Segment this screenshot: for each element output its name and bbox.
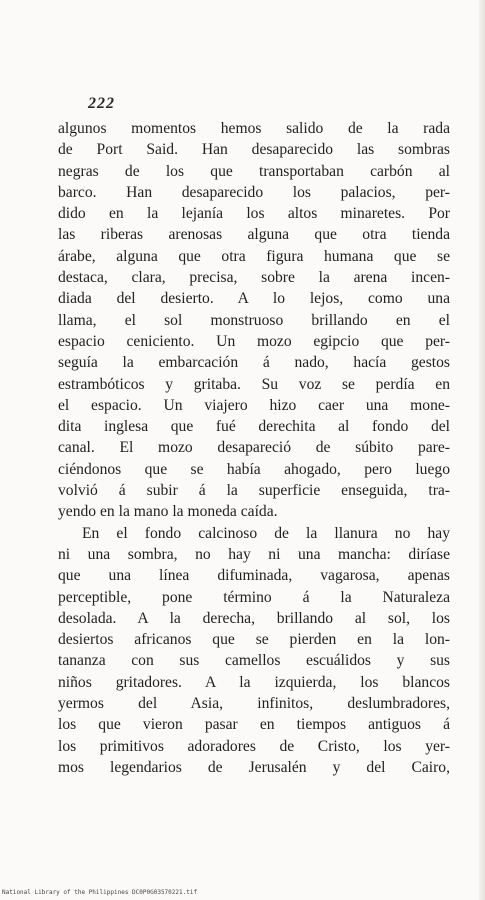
text-line: ni una sombra, no hay ni una mancha: diríase [58, 545, 450, 563]
text-line: yendo en la mano la moneda caída. [58, 503, 278, 521]
text-line: el espacio. Un viajero hizo caer una mone- [58, 396, 450, 414]
text-line: los primitivos adoradores de Cristo, los yer- [58, 737, 450, 755]
text-line: dido en la lejanía los altos minaretes. Por [58, 205, 450, 223]
text-line: que una línea difuminada, vagarosa, apenas [58, 567, 450, 585]
text-line: los que vieron pasar en tiempos antiguos á [58, 716, 450, 734]
text-line: barco. Han desaparecido los palacios, per- [58, 183, 450, 201]
text-line: espacio ceniciento. Un mozo egipcio que per- [58, 332, 450, 350]
text-line: negras de los que transportaban carbón al [58, 162, 450, 180]
text-line: destaca, clara, precisa, sobre la arena incen- [58, 269, 450, 287]
text-line: diada del desierto. A lo lejos, como una [58, 290, 450, 308]
text-line: canal. El mozo desapareció de súbito pare- [58, 439, 450, 457]
text-line: estrambóticos y gritaba. Su voz se perdía en [58, 375, 450, 393]
text-line: yermos del Asia, infinitos, deslumbradores, [58, 695, 450, 713]
text-line: niños gritadores. A la izquierda, los blancos [58, 673, 450, 691]
text-line: dita inglesa que fué derechita al fondo del [58, 418, 450, 436]
text-line: algunos momentos hemos salido de la rada [58, 120, 450, 137]
text-line: llama, el sol monstruoso brillando en el [58, 311, 450, 329]
text-line: seguía la embarcación á nado, hacía gestos [58, 354, 450, 372]
body-text [58, 118, 450, 778]
text-line: árabe, alguna que otra figura humana que se [58, 247, 450, 265]
scan-footer: National Library of the Philippines DC0P0G03570221.tif [2, 889, 198, 896]
text-line: mos legendarios de Jerusalén y del Cairo, [58, 758, 450, 776]
text-line: de Port Said. Han desaparecido las sombras [58, 141, 450, 159]
text-line: desolada. A la derecha, brillando al sol, los [58, 609, 450, 627]
text-line: tananza con sus camellos escuálidos y sus [58, 652, 450, 670]
text-line: desiertos africanos que se pierden en la lon- [58, 631, 450, 649]
text-line: las riberas arenosas alguna que otra tienda [58, 226, 450, 244]
text-line: En el fondo calcinoso de la llanura no hay [82, 524, 450, 542]
text-line: volvió á subir á la superficie enseguida, tra- [58, 482, 450, 500]
text-line: ciéndonos que se había ahogado, pero luego [58, 460, 450, 478]
page-number: 222 [88, 95, 115, 112]
text-line: perceptible, pone término á la Naturaleza [58, 588, 450, 606]
page-edge-shadow [479, 0, 485, 900]
